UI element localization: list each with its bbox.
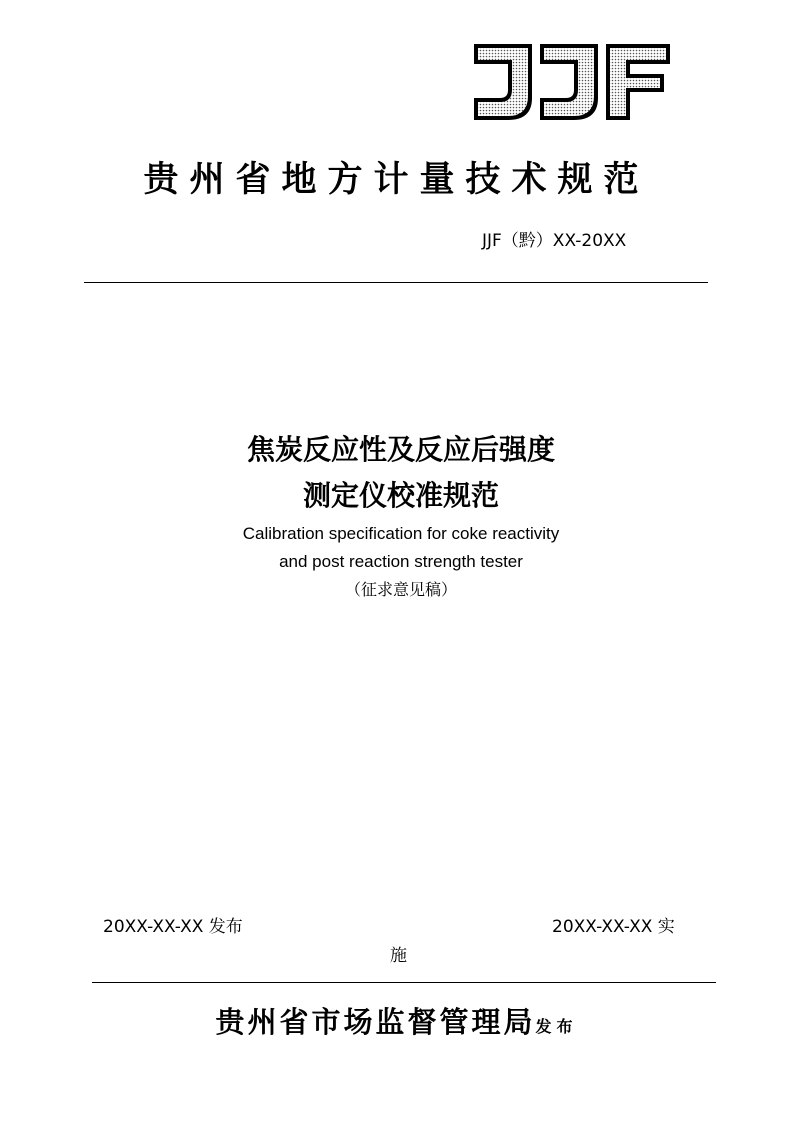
publish-label: 发布 xyxy=(535,1017,578,1036)
implementation-date-wrap: 施 xyxy=(390,946,407,966)
spec-title-en-line1: Calibration specification for coke reactivity xyxy=(242,524,560,543)
issuing-authority xyxy=(100,1000,693,1049)
top-divider xyxy=(84,282,708,283)
logo-letter-f xyxy=(606,44,670,120)
issue-date: 20XX-XX-XX 发布 xyxy=(103,917,243,937)
draft-note: （征求意见稿） xyxy=(344,580,457,599)
spec-title-cn-line2: 测定仪校准规范 xyxy=(302,479,499,512)
spec-title-en-line2: and post reaction strength tester xyxy=(279,552,523,571)
logo-letter-j2 xyxy=(540,44,598,120)
authority-name: 贵州省市场监督管理局 xyxy=(215,1005,536,1039)
logo-letter-j1 xyxy=(474,44,532,120)
bottom-divider xyxy=(92,982,716,983)
jjf-logo xyxy=(470,40,674,122)
standard-code: JJF（黔）XX-20XX xyxy=(482,231,627,251)
standard-series-title: 贵州省地方计量技术规范 xyxy=(143,159,650,200)
implementation-date: 20XX-XX-XX 实 xyxy=(552,917,675,937)
spec-title-cn-line1: 焦炭反应性及反应后强度 xyxy=(246,433,555,466)
